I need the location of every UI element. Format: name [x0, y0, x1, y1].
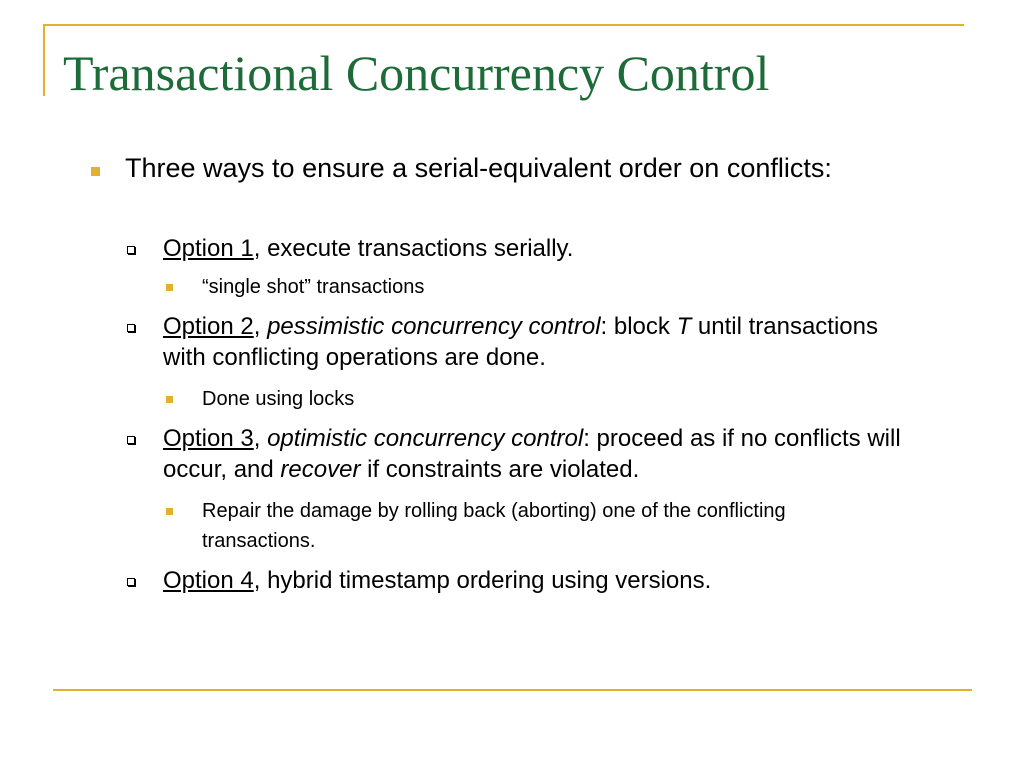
option-3-emphasis-2: recover	[280, 456, 361, 483]
hollow-square-bullet-icon	[127, 578, 135, 586]
frame-left-rule	[43, 24, 45, 96]
main-bullet-text: Three ways to ensure a serial-equivalent order on conflicts:	[125, 153, 832, 183]
option-3-middle: : proceed as if no conflicts will occur, and	[163, 425, 901, 483]
hollow-square-bullet-icon	[127, 246, 135, 254]
option-1-description: , execute transactions serially.	[253, 235, 574, 262]
option-2-label: Option 2	[163, 313, 254, 340]
hollow-square-bullet-icon	[127, 324, 135, 332]
option-4-text	[163, 565, 923, 596]
option-4-label: Option 4	[163, 567, 254, 594]
option-2-sub-1: Done using locks	[202, 388, 355, 410]
small-square-bullet-icon	[166, 508, 173, 515]
option-3-label: Option 3	[163, 425, 254, 452]
small-square-bullet-icon	[166, 396, 173, 403]
frame-top-rule	[43, 24, 964, 26]
option-2-variable: T	[676, 313, 692, 340]
option-3-sub-1: Repair the damage by rolling back (aborting) one of the conflicting transactions.	[202, 500, 786, 552]
option-1-text	[163, 233, 923, 264]
option-3-text	[163, 423, 923, 485]
hollow-square-bullet-icon	[127, 436, 135, 444]
slide-title: Transactional Concurrency Control	[63, 45, 770, 101]
option-2-emphasis: pessimistic concurrency control	[267, 313, 601, 340]
option-3-emphasis: optimistic concurrency control	[267, 425, 584, 452]
option-2-separator: ,	[253, 313, 268, 340]
option-3-description: if constraints are violated.	[360, 456, 640, 483]
option-2-middle: : block	[600, 313, 677, 340]
option-2-description: until transactions with conflicting operations are done.	[163, 313, 878, 371]
bottom-rule	[53, 689, 972, 691]
square-bullet-icon	[91, 167, 100, 176]
option-3-separator: ,	[253, 425, 268, 452]
small-square-bullet-icon	[166, 284, 173, 291]
option-1-sub-1: “single shot” transactions	[202, 276, 425, 298]
option-1-label: Option 1	[163, 235, 254, 262]
option-2-text	[163, 311, 923, 373]
option-4-description: , hybrid timestamp ordering using versions.	[253, 567, 712, 594]
